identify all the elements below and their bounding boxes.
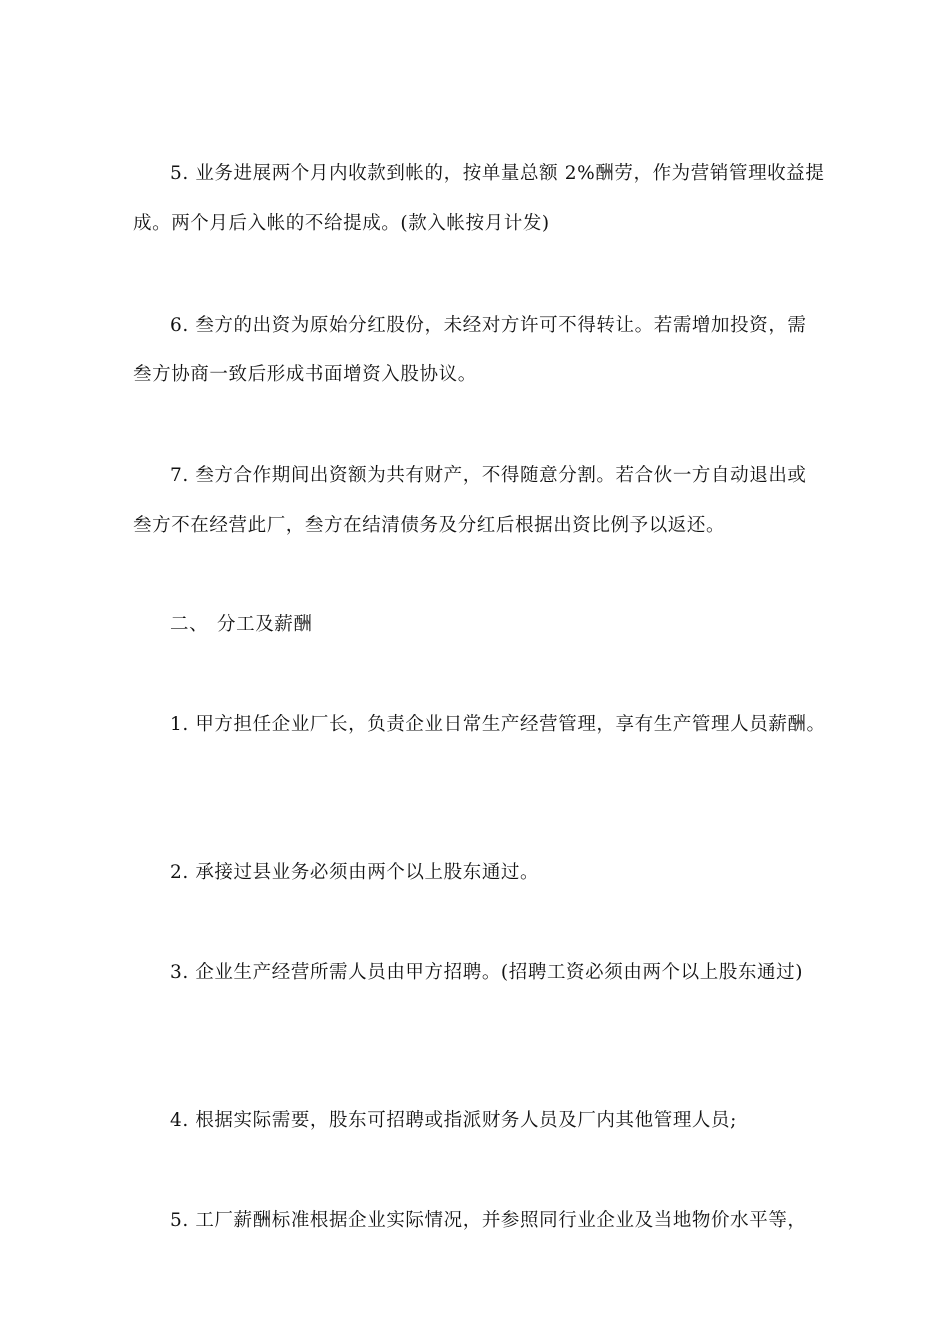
list-item-2: 2. 承接过县业务必须由两个以上股东通过。 [170, 862, 540, 883]
list-item-3: 3. 企业生产经营所需人员由甲方招聘。(招聘工资必须由两个以上股东通过) [170, 962, 804, 983]
paragraph-5-line-1: 5. 业务进展两个月内收款到帐的，按单量总额 2%酬劳，作为营销管理收益提 [170, 163, 825, 184]
paragraph-7-line-1: 7. 叁方合作期间出资额为共有财产，不得随意分割。若合伙一方自动退出或 [170, 465, 807, 486]
section-heading-number: 二、 [170, 614, 209, 635]
paragraph-6-line-2: 叁方协商一致后形成书面增资入股协议。 [133, 364, 477, 385]
paragraph-7-line-2: 叁方不在经营此厂，叁方在结清债务及分红后根据出资比例予以返还。 [133, 515, 726, 536]
list-item-4: 4. 根据实际需要，股东可招聘或指派财务人员及厂内其他管理人员; [170, 1110, 737, 1131]
list-item-5: 5. 工厂薪酬标准根据企业实际情况，并参照同行业企业及当地物价水平等， [170, 1210, 807, 1231]
paragraph-5-line-2: 成。两个月后入帐的不给提成。(款入帐按月计发) [133, 213, 550, 234]
section-heading-title: 分工及薪酬 [217, 614, 313, 635]
paragraph-6-line-1: 6. 叁方的出资为原始分红股份，未经对方许可不得转让。若需增加投资，需 [170, 315, 807, 336]
list-item-1: 1. 甲方担任企业厂长，负责企业日常生产经营管理，享有生产管理人员薪酬。 [170, 714, 826, 735]
